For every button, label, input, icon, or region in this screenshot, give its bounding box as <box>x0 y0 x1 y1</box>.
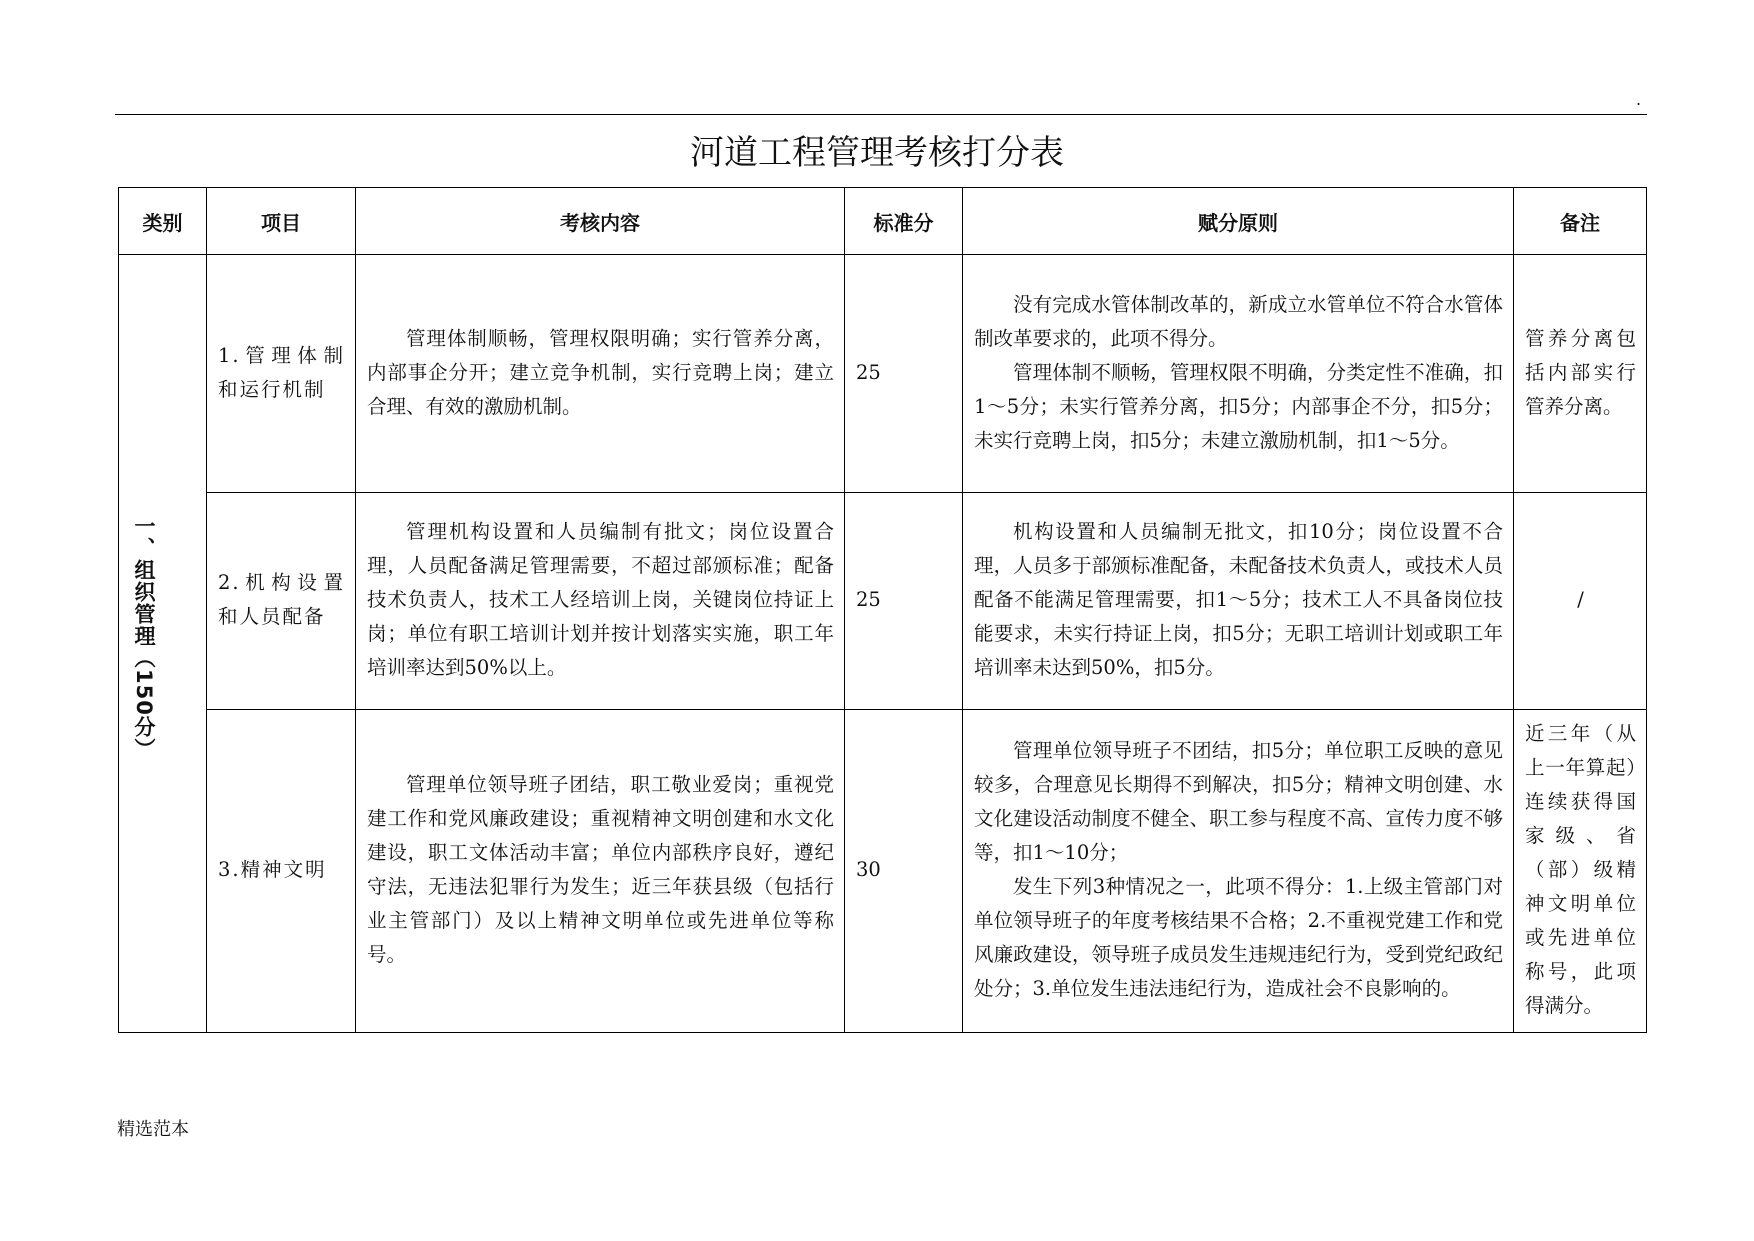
table-row <box>119 710 1647 1033</box>
header-rule <box>115 114 1647 115</box>
score-cell: 25 <box>845 493 963 710</box>
page-title: 河道工程管理考核打分表 <box>690 133 1064 173</box>
content-text: 管理机构设置和人员编制有批文；岗位设置合理，人员配备满足管理需要，不超过部颁标准；配备技术负责人，技术工人经培训上岗，关键岗位持证上岗；单位有职工培训计划并按计划落实实施，职工年培训率达到50%以上。 <box>367 520 834 679</box>
principle-text: 发生下列3种情况之一，此项不得分：1.上级主管部门对单位领导班子的年度考核结果不合格；2.不重视党建工作和党风廉政建设，领导班子成员发生违规违纪行为，受到党纪政纪处分；3.单位发生违法违纪行为，造成社会不良影响的。 <box>974 875 1503 1000</box>
table-row <box>119 255 1647 493</box>
content-text: 管理体制顺畅，管理权限明确；实行管养分离，内部事企分开；建立竞争机制，实行竞聘上岗；建立合理、有效的激励机制。 <box>367 326 834 418</box>
assessment-table <box>118 187 1647 1033</box>
principle-cell <box>963 255 1514 493</box>
table-row <box>119 493 1647 710</box>
principle-cell <box>963 493 1514 710</box>
item-cell <box>207 710 356 1033</box>
header-dot: . <box>1636 90 1642 109</box>
item-label: 3.精神文明 <box>218 858 327 881</box>
item-cell <box>207 493 356 710</box>
principle-text: 机构设置和人员编制无批文，扣10分；岗位设置不合理，人员多于部颁标准配备，未配备技术负责人，或技术人员配备不能满足管理需要，扣1～5分；技术工人不具备岗位技能要求，未实行持证上岗，扣5分；无职工培训计划或职工年培训率未达到50%，扣5分。 <box>974 520 1503 679</box>
principle-text: 管理单位领导班子不团结，扣5分；单位职工反映的意见较多，合理意见长期得不到解决，扣5分；精神文明创建、水文化建设活动制度不健全、职工参与程度不高、宣传力度不够等，扣1～10分； <box>974 739 1503 864</box>
item-label: 1.管理体制和运行机制 <box>218 343 345 401</box>
header-category: 类别 <box>119 188 207 255</box>
header-scoring-principle: 赋分原则 <box>963 188 1514 255</box>
header-item: 项目 <box>207 188 356 255</box>
principle-cell <box>963 710 1514 1033</box>
score-cell: 25 <box>845 255 963 493</box>
item-label: 2.机构设置和人员配备 <box>218 571 345 628</box>
content-cell <box>356 255 845 493</box>
content-cell <box>356 493 845 710</box>
category-label: 一、组织管理（150分） <box>132 514 156 760</box>
item-cell <box>207 255 356 493</box>
note-cell: 近三年（从上一年算起）连续获得国家级、省（部）级精神文明单位或先进单位称号，此项得满分。 <box>1514 710 1647 1033</box>
note-cell: / <box>1514 493 1647 710</box>
content-cell <box>356 710 845 1033</box>
header-remarks: 备注 <box>1514 188 1647 255</box>
note-cell: 管养分离包括内部实行管养分离。 <box>1514 255 1647 493</box>
content-text: 管理单位领导班子团结，职工敬业爱岗；重视党建工作和党风廉政建设；重视精神文明创建和水文化建设，职工文体活动丰富；单位内部秩序良好，遵纪守法，无违法犯罪行为发生；近三年获县级（包括行业主管部门）及以上精神文明单位或先进单位等称号。 <box>367 773 834 966</box>
header-standard-score: 标准分 <box>845 188 963 255</box>
table-header-row <box>119 188 1647 255</box>
score-cell: 30 <box>845 710 963 1033</box>
footer-text: 精选范本 <box>117 1119 189 1140</box>
principle-text: 没有完成水管体制改革的，新成立水管单位不符合水管体制改革要求的，此项不得分。 <box>974 292 1503 350</box>
header-content: 考核内容 <box>356 188 845 255</box>
category-cell <box>119 255 207 1033</box>
principle-text: 管理体制不顺畅，管理权限不明确，分类定性不准确，扣1～5分；未实行管养分离，扣5分；内部事企不分，扣5分；未实行竞聘上岗，扣5分；未建立激励机制，扣1～5分。 <box>974 360 1503 452</box>
